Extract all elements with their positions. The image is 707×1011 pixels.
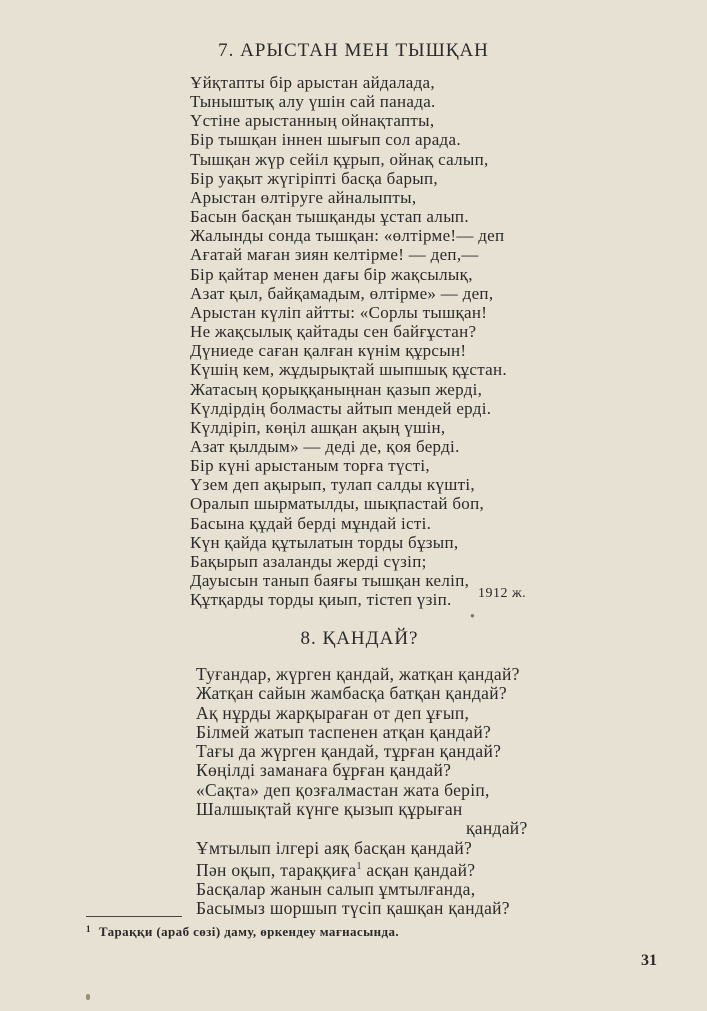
- poem-line: Бақырып азаланды жерді сүзіп;: [190, 551, 427, 571]
- footnote: [86, 924, 399, 940]
- poem-line: Жатқан сайын жамбасқа батқан қандай?: [196, 683, 507, 704]
- poem-line: Басқалар жанын салып ұмтылғанда,: [196, 879, 476, 900]
- poem-line: [196, 857, 510, 880]
- poem-line: Құтқарды торды қиып, тістеп үзіп.: [190, 590, 452, 610]
- poem-stanza: [196, 665, 528, 858]
- poem-line-text: Пән оқып, тараққиға: [196, 859, 357, 880]
- poem-line: Күлдіріп, көңіл ашқан ақың үшін,: [190, 417, 446, 437]
- poem-line: Азат қыл, байқамадым, өлтірме» — деп,: [190, 283, 494, 303]
- footnote-marker: 1: [86, 924, 91, 934]
- poem-line: Тағы да жүрген қандай, тұрған қандай?: [196, 741, 502, 762]
- poem-line: Азат қылдым» — деді де, қоя берді.: [190, 436, 460, 456]
- poem-line: Бір уақыт жүгіріпті басқа барып,: [190, 168, 438, 188]
- poem-line: Ақ нұрды жарқыраған от деп ұғып,: [196, 702, 470, 723]
- poem-line: Оралып шырматылды, шықпастай боп,: [190, 494, 485, 514]
- poem-line: Дауысын танып баяғы тышқан келіп,: [190, 571, 470, 591]
- footnote-reference: 1: [356, 861, 362, 872]
- poem-line: Дүниеде саған қалған күнім құрсын!: [190, 341, 467, 361]
- poem-line: Жатасың қорыққаныңнан қазып жерді,: [190, 379, 483, 399]
- poem-line: Тышқан жүр сейіл құрып, ойнақ салып,: [190, 149, 489, 169]
- poem-line: Ұмтылып ілгері аяқ басқан қандай?: [196, 837, 473, 858]
- footnote-divider: [86, 916, 182, 917]
- poem-line: Шалшықтай күнге қызып құрыған: [196, 799, 463, 820]
- poem-line: Бір тышқан іннен шығып сол арада.: [190, 130, 461, 150]
- poem-line: Күн қайда құтылатын торды бұзып,: [190, 532, 459, 552]
- poem-line: Күшің кем, жұдырықтай шыпшық құстан.: [190, 360, 507, 380]
- poem-line: Не жақсылық қайтады сен байғұстан?: [190, 322, 477, 342]
- poem-date: 1912 ж.: [478, 586, 527, 601]
- poem-title: 7. АРЫСТАН МЕН ТЫШҚАН: [218, 40, 489, 61]
- poem-line: Ағатай маған зиян келтірме! — деп,—: [190, 245, 479, 265]
- poem-line: Басын басқан тышқанды ұстап алып.: [190, 207, 469, 227]
- poem-line-text: асқан қандай?: [361, 859, 476, 880]
- poem-line: Ұйқтапты бір арыстан айдалада,: [190, 73, 435, 92]
- paper-speck: [86, 994, 90, 1000]
- poem-body: [190, 73, 507, 609]
- poem-line: Арыстан күліп айтты: «Сорлы тышқан!: [190, 302, 488, 322]
- poem-line: Тыныштық алу үшін сай панада.: [190, 92, 436, 112]
- print-speck: ●: [470, 611, 475, 620]
- poem-line: Жалынды сонда тышқан: «өлтірме!— деп: [190, 226, 505, 246]
- poem-line: Күлдірдің болмасты айтып мендей ерді.: [190, 398, 492, 418]
- poem-line: Үзем деп ақырып, тулап салды күшті,: [190, 475, 475, 495]
- poem-line: Үстіне арыстанның ойнақтапты,: [190, 111, 435, 131]
- poem-line: Бір күні арыстаным торға түсті,: [190, 456, 430, 476]
- poem-line: Білмей жатып таспенен атқан қандай?: [196, 721, 492, 742]
- poem-line: Арыстан өлтіруге айналыпты,: [190, 187, 417, 207]
- footnote-text: Тараққи (араб сөзі) даму, өркендеу мағнасында.: [98, 924, 400, 939]
- poem-title: 8. ҚАНДАЙ?: [300, 628, 419, 649]
- poem-line: Басына құдай берді мұндай істі.: [190, 513, 432, 533]
- poem-line: Көңілді заманаға бұрған қандай?: [196, 760, 452, 781]
- poem-line: «Сақта» деп қозғалмастан жата беріп,: [196, 779, 490, 800]
- page-number: 31: [641, 952, 657, 969]
- poem-line: Туғандар, жүрген қандай, жатқан қандай?: [196, 664, 520, 684]
- poem-stanza: [196, 857, 510, 919]
- poem-line: Бір қайтар менен дағы бір жақсылық,: [190, 264, 473, 284]
- poem-line-continuation: қандай?: [466, 818, 528, 839]
- poem-line: Басымыз шоршып түсіп қашқан қандай?: [196, 898, 510, 919]
